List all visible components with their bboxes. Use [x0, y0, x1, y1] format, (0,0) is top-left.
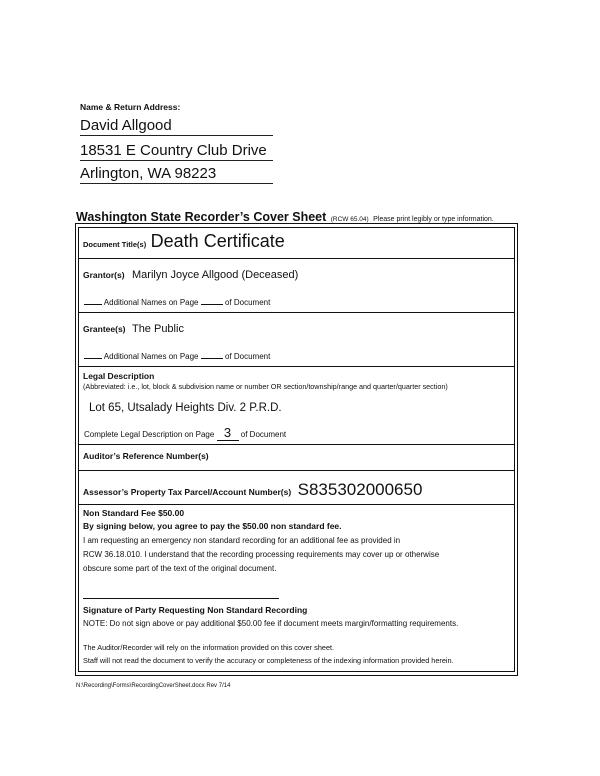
return-city: Arlington, WA 98223 — [80, 164, 273, 184]
legal-complete — [84, 425, 286, 441]
divider — [78, 504, 514, 505]
signature-line[interactable] — [83, 598, 279, 599]
notice-line1: The Auditor/Recorder will rely on the information provided on this cover sheet. — [83, 643, 335, 652]
grantor-field — [83, 265, 298, 283]
fee-line3: obscure some part of the text of the original document. — [83, 564, 277, 573]
divider — [78, 258, 514, 259]
assessor-value: S835302000650 — [297, 480, 423, 499]
legal-complete-b: of Document — [240, 430, 287, 439]
grantor-additional — [84, 298, 270, 307]
document-title-label: Document Title(s) — [83, 240, 147, 249]
assessor-label: Assessor’s Property Tax Parcel/Account Number(s) — [83, 487, 292, 497]
fee-agree: By signing below, you agree to pay the $50.00 non standard fee. — [83, 521, 342, 531]
grantor-value: Marilyn Joyce Allgood (Deceased) — [132, 269, 299, 281]
footer-path: N:\Recording\Forms\RecordingCoverSheet.docx Rev 7/14 — [76, 683, 231, 689]
divider — [78, 366, 514, 367]
document-title-value: Death Certificate — [150, 231, 285, 251]
cover-rcw: (RCW 65.04) — [330, 216, 369, 223]
legal-label: Legal Description — [83, 371, 155, 381]
legal-complete-a: Complete Legal Description on Page — [84, 430, 215, 439]
fee-line2: RCW 36.18.010. I understand that the recording processing requirements may cover up or otherwise — [83, 550, 440, 559]
cover-instruction: Please print legibly or type information. — [373, 216, 494, 223]
return-street: 18531 E Country Club Drive — [80, 141, 273, 161]
grantor-additional-a: Additional Names on Page — [103, 298, 199, 307]
legal-value: Lot 65, Utsalady Heights Div. 2 P.R.D. — [89, 402, 282, 414]
assessor-field — [83, 480, 422, 500]
grantee-label: Grantee(s) — [83, 324, 126, 334]
grantee-additional-a: Additional Names on Page — [103, 352, 199, 361]
grantor-additional-b: of Document — [224, 298, 271, 307]
grantee-additional — [84, 352, 270, 361]
return-address-label: Name & Return Address: — [80, 102, 181, 112]
notice-line2: Staff will not read the document to verify the accuracy or completeness of the indexing information provided herein. — [83, 656, 454, 665]
fee-line1: I am requesting an emergency non standard recording for an additional fee as provided in — [83, 536, 401, 545]
legal-abbrev: (Abbreviated: i.e., lot, block & subdivision name or number OR section/township/range and quarter/quarter section) — [83, 382, 448, 391]
grantee-field — [83, 319, 184, 337]
cover-title: Washington State Recorder’s Cover Sheet — [76, 210, 327, 224]
grantee-additional-b: of Document — [224, 352, 271, 361]
signature-note: NOTE: Do not sign above or pay additional $50.00 fee if document meets margin/formatting requirements. — [83, 619, 459, 628]
grantee-value: The Public — [131, 323, 184, 335]
grantor-label: Grantor(s) — [83, 270, 125, 280]
auditor-ref-label: Auditor’s Reference Number(s) — [83, 451, 209, 461]
divider — [78, 312, 514, 313]
legal-page: 3 — [217, 425, 239, 441]
document-title-field — [83, 231, 285, 252]
fee-label: Non Standard Fee $50.00 — [83, 508, 185, 518]
divider — [78, 470, 514, 471]
divider — [78, 444, 514, 445]
return-name: David Allgood — [80, 116, 273, 136]
signature-label: Signature of Party Requesting Non Standard Recording — [83, 605, 308, 615]
